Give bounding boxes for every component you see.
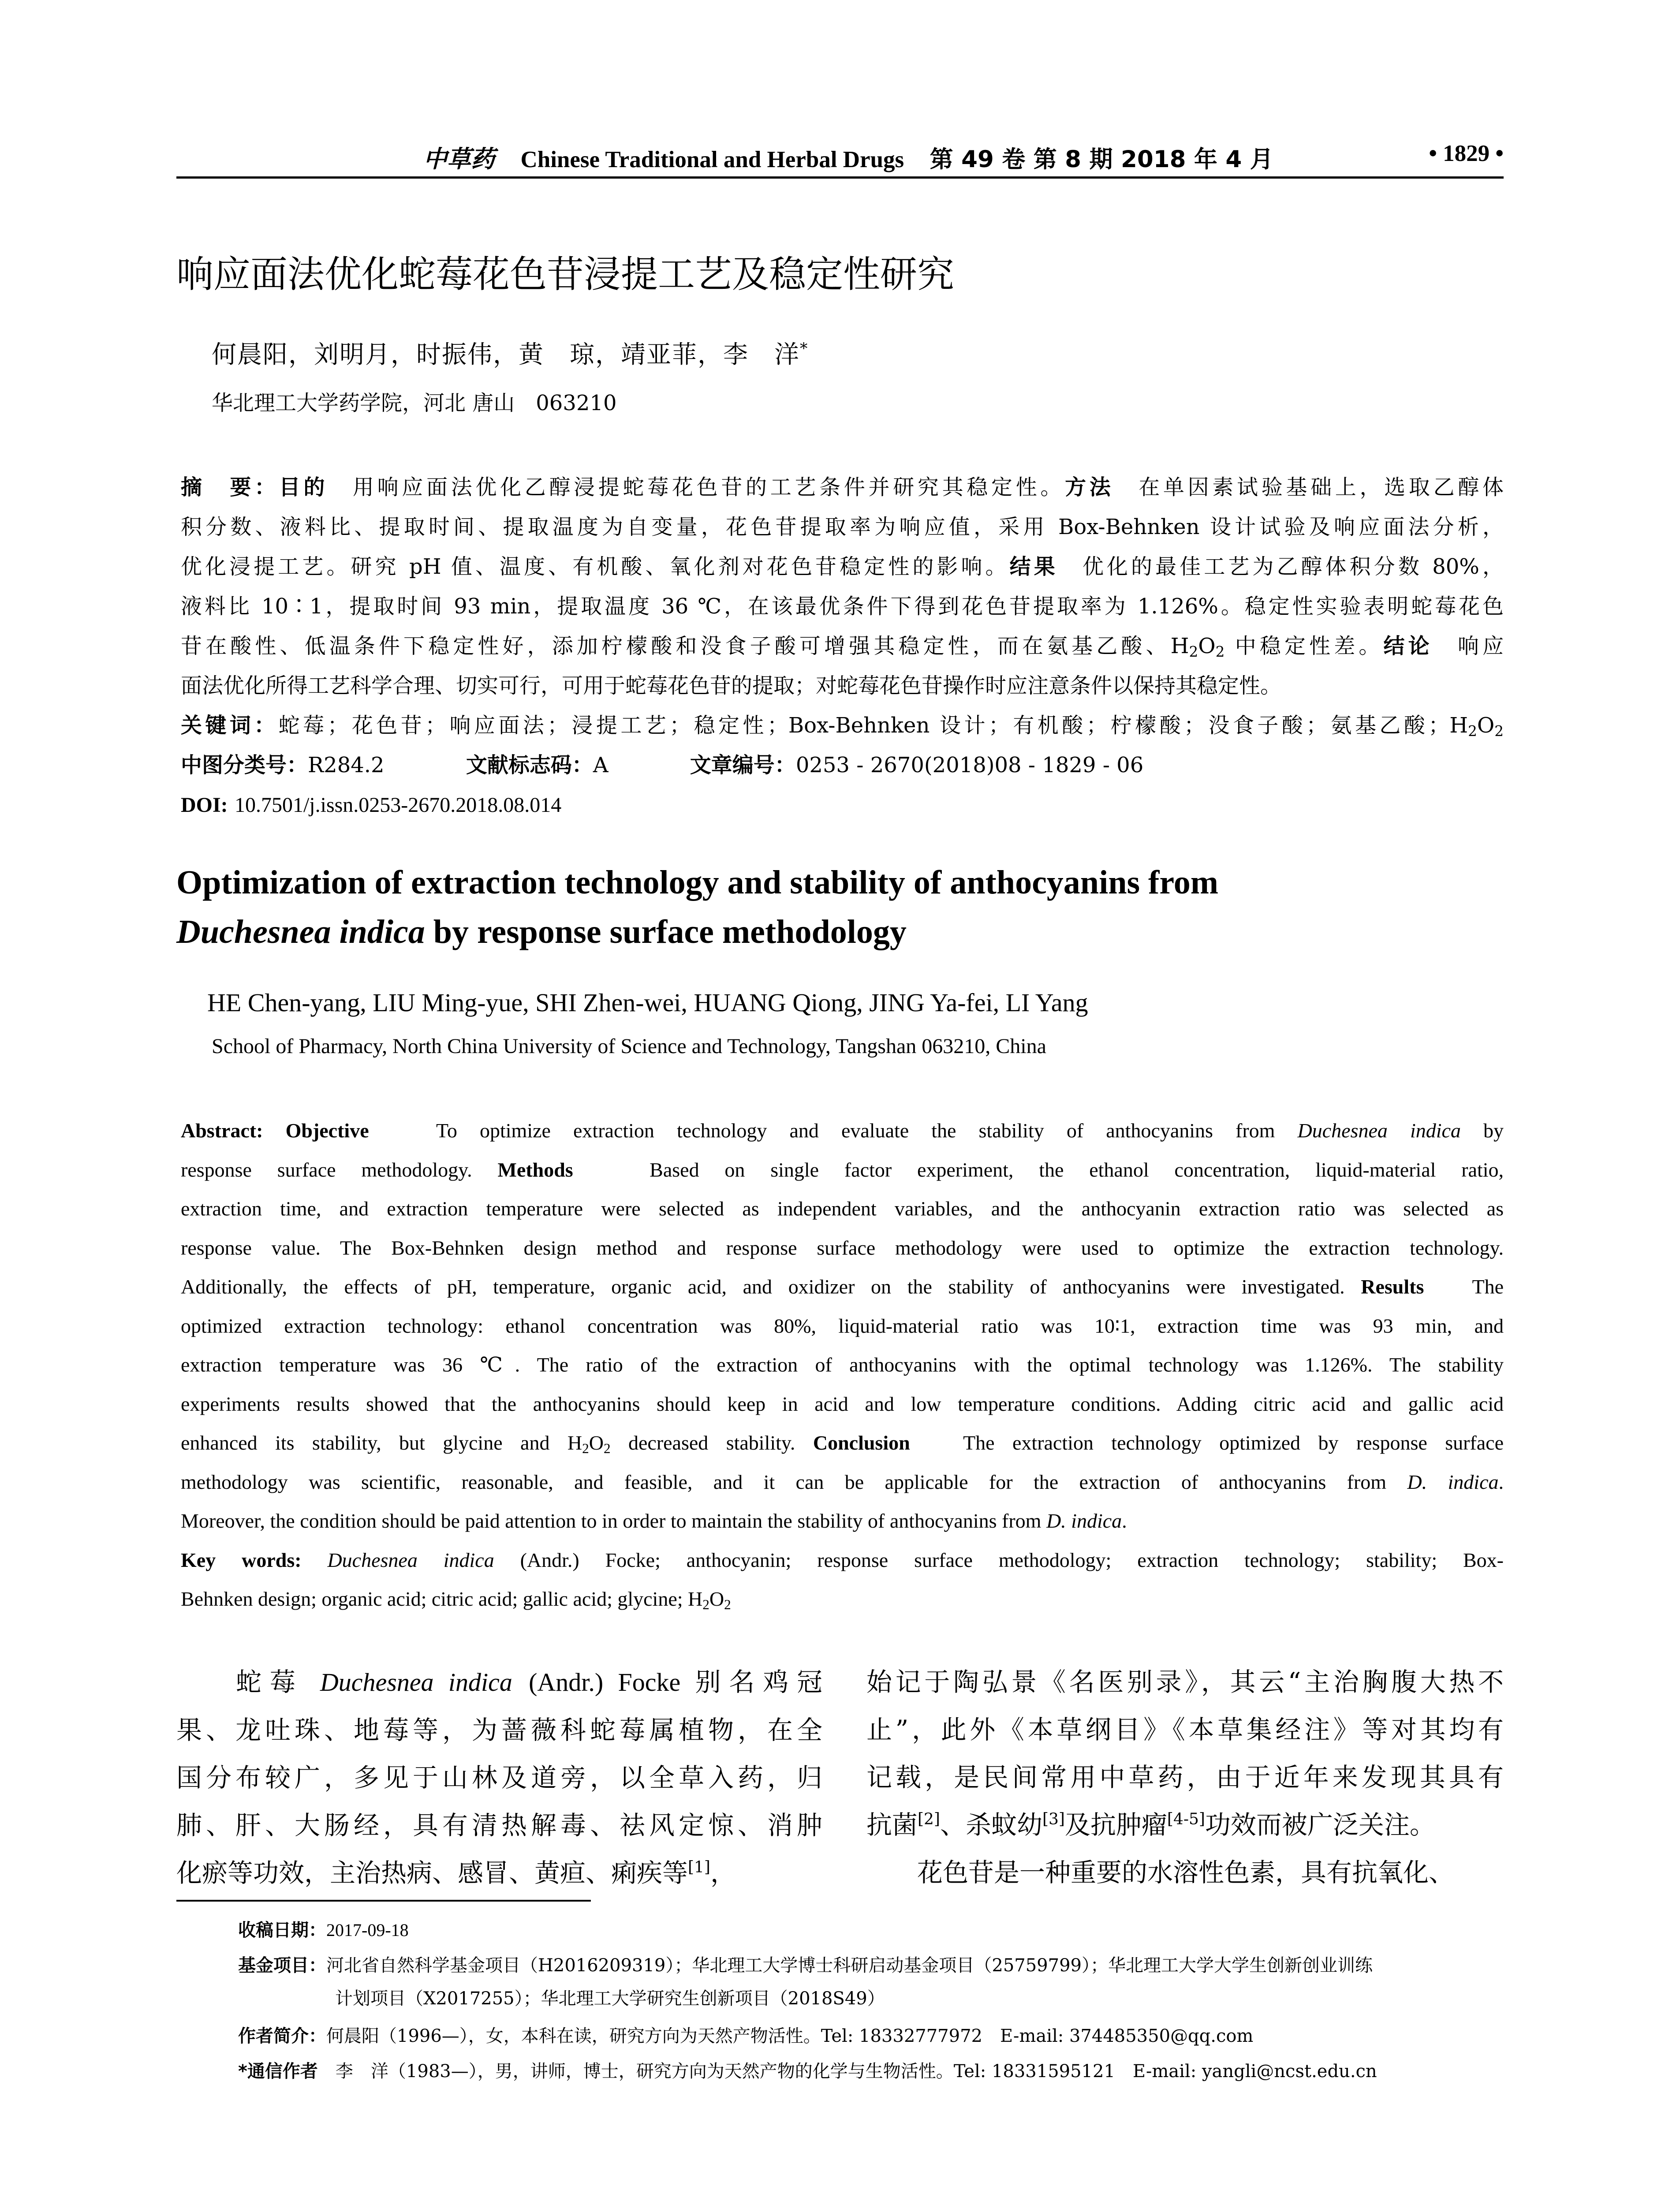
journal-name-en: Chinese Traditional and Herbal Drugs [520, 147, 904, 172]
footnote-received: 收稿日期：2017-09-18 [238, 1920, 409, 1940]
authors-cn [212, 335, 808, 370]
citation-3[interactable]: [3] [1042, 1810, 1065, 1828]
abstract-cn-line-6: 面法优化所得工艺科学合理、切实可行，可用于蛇莓花色苷的提取；对蛇莓花色苷操作时应注意条件以保持其稳定性。 [181, 673, 1282, 698]
title-cn: 响应面法优化蛇莓花色苷浸提工艺及稳定性研究 [176, 253, 955, 296]
abstract-cn-line-2: 积分数、液料比、提取时间、提取温度为自变量，花色苷提取率为响应值，采用 Box-Behnken 设计试验及响应面法分析， [181, 515, 1504, 539]
journal-name-cn: 中草药 [423, 145, 495, 173]
corresponding-mark: * [800, 340, 809, 358]
body-right-column: 始记于陶弘景《名医别录》，其云“主治胸腹大热不 止”，此外《本草纲目》《本草集经注》等对其均有 记载，是民间常用中草药，由于近年来发现其具有 抗菌[2]、杀蚊幼[3]及抗肿瘤[4-5]功效而被广泛关注。 花色苷是一种重要的水溶性色素，具有抗氧化、 [866, 1667, 1504, 1887]
journal-issue: 第 49 卷 第 8 期 2018 年 4 月 [930, 146, 1273, 173]
keywords-cn: 关键词：蛇莓；花色苷；响应面法；浸提工艺；稳定性；Box-Behnken 设计；有机酸；柠檬酸；没食子酸；氨基乙酸；$H_2O_2$ [181, 713, 1504, 740]
document-code: A [593, 753, 609, 777]
affiliation-en: School of Pharmacy, North China University of Science and Technology, Tangshan 063210, China [212, 1035, 1046, 1058]
footnote-author: 作者简介：何晨阳（1996—），女，本科在读，研究方向为天然产物活性。Tel: 18332777972 E-mail: 374485350@qq.com [238, 2026, 1254, 2046]
footnote-rule [176, 1900, 591, 1902]
page-number: • 1829 • [1429, 141, 1504, 166]
abstract-en: Abstract: Objective To optimize extraction technology and evaluate the stability of anthocyanins from Duchesnea indica by response surface methodology. Methods Based on single factor experiment, the ethanol concentration, liquid-material ratio, extraction time, and extraction temperature were selected as independent variables, and the anthocyanin extraction ratio was selected as response value. The Box-Behnken design method and response surface methodology were used to optimize the extraction technology. Additionally, the effects of pH, temperature, organic acid, and oxidizer on the stability of anthocyanins were investigated. Results The optimized extraction technology: ethanol concentration was 80%, liquid-material ratio was 10∶1, extraction time was 93 min, and extraction temperature was 36 ℃. The ratio of the extraction of anthocyanins with the optimal technology was 1.126%. The stability experiments results showed that the anthocyanins should keep in acid and low temperature conditions. Adding citric acid and gallic acid enhanced its stability, but glycine and $H_2O_2$ decreased stability. Conclusion The extraction technology optimized by response surface methodology was scientific, reasonable, and feasible, and it can be applicable for the extraction of anthocyanins from D. indica. Moreover, the condition should be paid attention to in order to maintain the stability of anthocyanins from D. indica. Key words: Duchesnea indica (Andr.) Focke; anthocyanin; response surface methodology; extraction technology; stability; Box- Behnken design; organic acid; citric acid; gallic acid; glycine; $H_2O_2$ [181, 1119, 1504, 1612]
footnote-fund-cont: 计划项目（X2017255）；华北理工大学研究生创新项目（2018S49） [335, 1988, 885, 2009]
abstract-cn [181, 467, 1504, 825]
abstract-cn-line-1: 摘 要：目的 用响应面法优化乙醇浸提蛇莓花色苷的工艺条件并研究其稳定性。方法 在单因素试验基础上，选取乙醇体 [181, 475, 1504, 500]
footnote-fund: 基金项目：河北省自然科学基金项目（H2016209319）；华北理工大学博士科研启动基金项目（25759799）；华北理工大学大学生创新创业训练 [238, 1955, 1373, 1976]
citation-2[interactable]: [2] [918, 1810, 940, 1828]
authors-en: HE Chen-yang, LIU Ming-yue, SHI Zhen-wei, HUANG Qiong, JING Ya-fei, LI Yang [207, 988, 1088, 1017]
authors-cn-text: 何晨阳，刘明月，时振伟，黄 琼，靖亚菲，李 洋 [212, 340, 800, 369]
article-number: 0253 - 2670(2018)08 - 1829 - 06 [795, 753, 1144, 777]
affiliation-cn: 华北理工大学药学院，河北 唐山 063210 [212, 391, 617, 415]
abstract-cn-line-5: 苷在酸性、低温条件下稳定性好，添加柠檬酸和没食子酸可增强其稳定性，而在氨基乙酸、$H_2O_2$ 中稳定性差。结论 响应 [181, 634, 1504, 661]
doi-line: DOI: 10.7501/j.issn.0253-2670.2018.08.014 [181, 793, 562, 817]
title-en: Optimization of extraction technology and stability of anthocyanins from Duchesnea indica by response surface methodology [176, 864, 1219, 950]
body-left-column: 蛇莓 Duchesnea indica (Andr.) Focke 别名鸡冠 果、龙吐珠、地莓等，为蔷薇科蛇莓属植物，在全 国分布较广，多见于山林及道旁，以全草入药，归 肺、肝、大肠经，具有清热解毒、祛风定惊、消肿 化瘀等功效，主治热病、感冒、黄疸、痢疾等[1]， [176, 1667, 822, 1888]
header-rule [176, 176, 1504, 179]
citation-1[interactable]: [1] [688, 1858, 710, 1876]
footnote-corresponding: *通信作者 李 洋（1983—），男，讲师，博士，研究方向为天然产物的化学与生物活性。Tel: 18331595121 E-mail: yangli@ncst.edu.cn [238, 2061, 1377, 2082]
classification-line: 中图分类号：R284.2 文献标志码：A 文章编号：0253 - 2670(2018)08 - 1829 - 06 [181, 753, 1144, 777]
keywords-en: Key words: Duchesnea indica (Andr.) Focke; anthocyanin; response surface methodology; extraction technology; stability; Box- [181, 1548, 1504, 1571]
journal-header [423, 140, 1273, 174]
doi-link[interactable]: 10.7501/j.issn.0253-2670.2018.08.014 [234, 793, 562, 817]
clc-number: R284.2 [308, 753, 385, 777]
abstract-cn-line-4: 液料比 10∶1，提取时间 93 min，提取温度 36 ℃，在该最优条件下得到花色苷提取率为 1.126%。稳定性实验表明蛇莓花色 [181, 594, 1504, 619]
abstract-cn-line-3: 优化浸提工艺。研究 pH 值、温度、有机酸、氧化剂对花色苷稳定性的影响。结果 优化的最佳工艺为乙醇体积分数 80%， [181, 554, 1504, 579]
citation-4-5[interactable]: [4-5] [1167, 1810, 1205, 1828]
